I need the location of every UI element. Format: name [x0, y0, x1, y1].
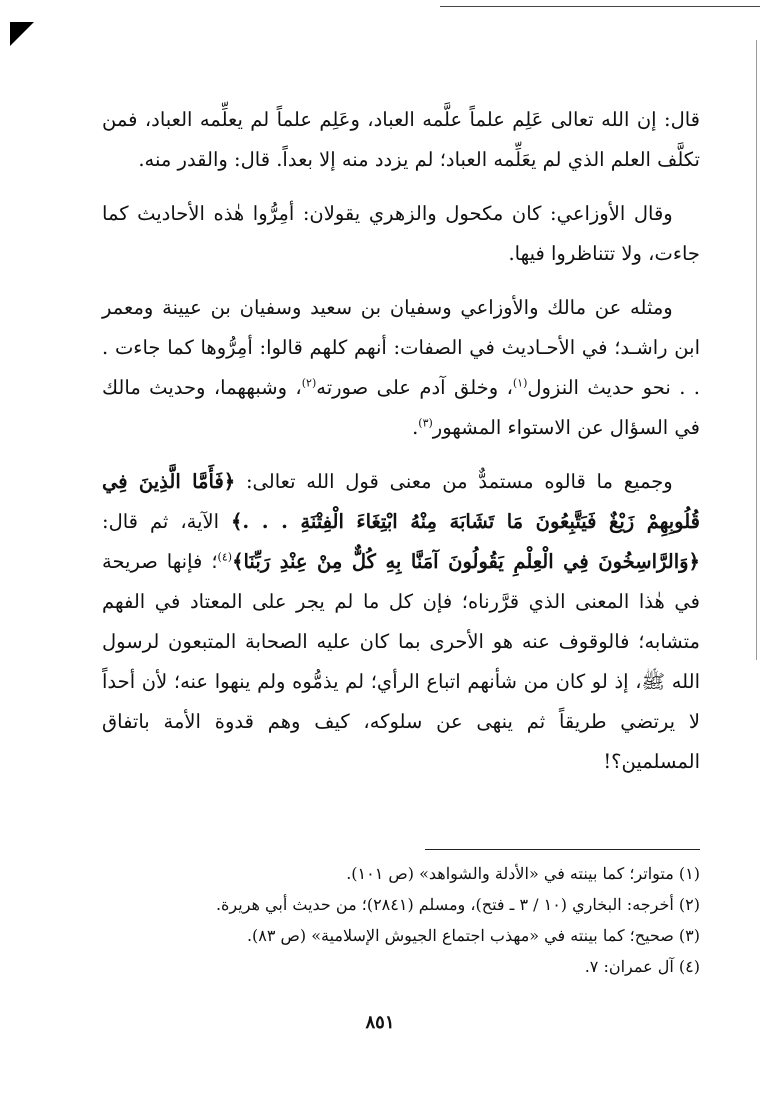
footnote-ref-3: (٣): [418, 416, 433, 430]
paragraph-4-mid: الآية، ثم قال:: [102, 510, 220, 533]
corner-mark: [10, 22, 34, 46]
quran-verse-2: ﴿وَالرَّاسِخُونَ فِي الْعِلْمِ يَقُولُونَ آمَنَّا بِهِ كُلٌّ مِنْ عِنْدِ رَبِّنَا﴾: [232, 550, 700, 573]
paragraph-3-end: .: [412, 416, 419, 439]
paragraph-3-text: ومثله عن مالك والأوزاعي وسفيان بن سعيد وسفيان بن عيينة ومعمر ابن راشـد؛ في الأحـاديث في الصفات: أنهم كلهم قالوا: أمِرُّوها كما جاءت . . . نحو حديث النزول: [102, 296, 701, 399]
paragraph-4-rest: ؛ فإنها صريحة في هٰذا المعنى الذي قرَّرناه؛ فإن كل ما لم يجر على المعتاد في الفهم متشابه؛ فالوقوف عنه هو الأحرى بما كان عليه الصحابة المتبعون لرسول الله ﷺ، إذ لو كان من شأنهم اتباع الرأي؛ لم يذمُّوه ولم ينهوا عنه؛ لأن أحداً لا يرتضي طريقاً ثم ينهى عن سلوكه، كيف وهم قدوة الأمة باتفاق المسلمين؟!: [102, 550, 700, 773]
paragraph-3-mid-2: ، وشبههما، وحديث مالك في السؤال عن الاستواء المشهور: [102, 376, 700, 439]
footnote-4: (٤) آل عمران: ٧.: [584, 957, 700, 976]
scan-edge-right: [756, 40, 757, 660]
paragraph-2: وقال الأوزاعي: كان مكحول والزهري يقولان: أمِرُّوا هٰذه الأحاديث كما جاءت، ولا تتناظروا فيها.: [102, 202, 700, 265]
main-text: [102, 100, 700, 796]
paragraph-1: قال: إن الله تعالى عَلِم علماً علَّمه العباد، وعَلِم علماً لم يعلِّمه العباد، فمن تكلَّف العلم الذي لم يعَلِّمه العباد؛ لم يزدد منه إلا بعداً. قال: والقدر منه.: [102, 108, 700, 171]
quran-verse-1: ﴿فَأَمَّا الَّذِينَ فِي قُلُوبِهِمْ زَيْغٌ فَيَتَّبِعُونَ مَا تَشَابَهَ مِنْهُ ابْتِغَاءَ الْفِتْنَةِ . . .﴾: [102, 470, 700, 533]
footnote-3: (٣) صحيح؛ كما بينته في «مهذب اجتماع الجيوش الإسلامية» (ص ٨٣).: [246, 926, 700, 945]
page-number: ٨٥١: [365, 1012, 395, 1033]
footnote-ref-2: (٢): [301, 376, 317, 390]
scan-edge-top: [440, 6, 760, 7]
paragraph-3: [102, 288, 700, 448]
paragraph-4-intro: وجميع ما قالوه مستمدٌّ من معنى قول الله تعالى:: [245, 470, 673, 493]
paragraph-4: [102, 462, 700, 782]
footnotes: [102, 858, 700, 982]
footnote-2: (٢) أخرجه: البخاري (١٠ / ٣ ـ فتح)، ومسلم (٢٨٤١)؛ من حديث أبي هريرة.: [215, 895, 700, 914]
footnote-divider: [425, 849, 700, 850]
footnote-ref-1: (١): [512, 376, 528, 390]
footnote-1: (١) متواتر؛ كما بينته في «الأدلة والشواهد» (ص ١٠١).: [346, 864, 700, 883]
paragraph-3-mid-1: ، وخلق آدم على صورته: [316, 376, 513, 399]
footnote-ref-4: (٤): [217, 550, 233, 564]
